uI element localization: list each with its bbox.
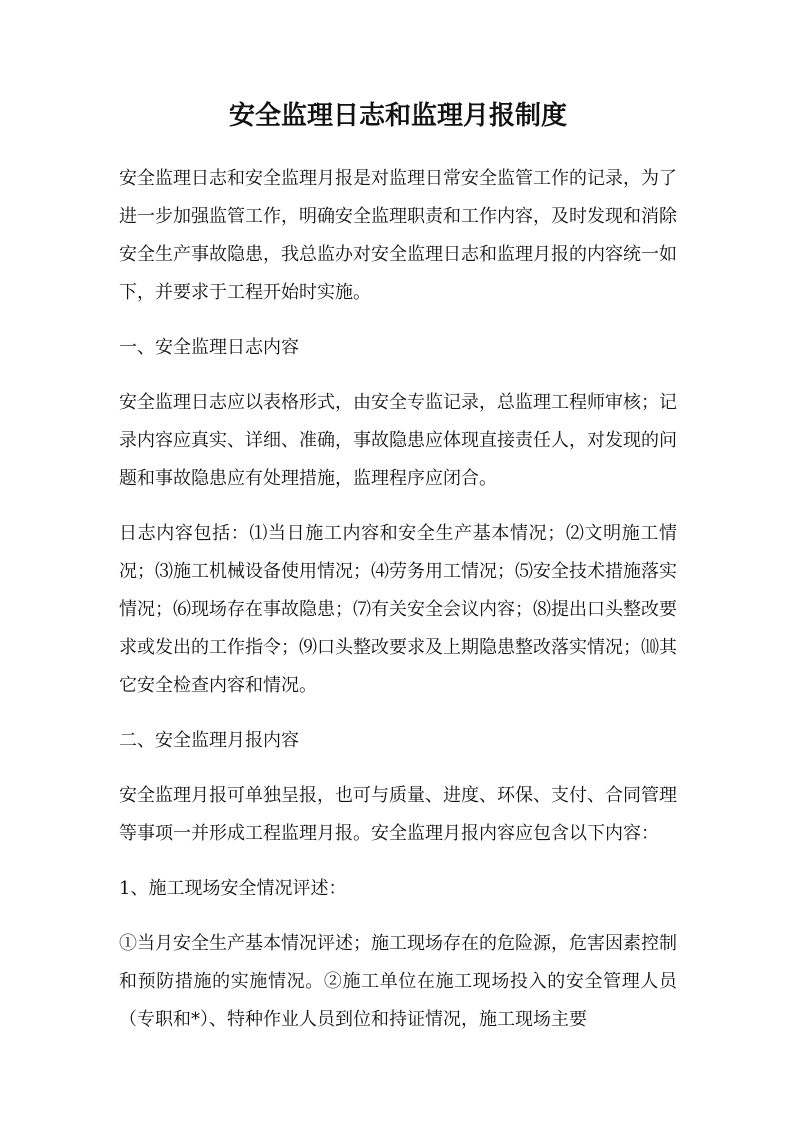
document-title: 安全监理日志和监理月报制度 [228, 101, 567, 131]
daily-log-contents-paragraph: 日志内容包括：⑴当日施工内容和安全生产基本情况；⑵文明施工情况；⑶施工机械设备使用情况；⑷劳务用工情况；⑸安全技术措施落实情况；⑹现场存在事故隐患；⑺有关安全会议内容；⑻提出口头整改要求或发出的工作指令；⑼口头整改要求及上期隐患整改落实情况；⑽其它安全检查内容和情况。 [119, 523, 677, 696]
section-heading-daily-log: 一、安全监理日志内容 [119, 337, 299, 358]
daily-log-requirements-paragraph: 安全监理日志应以表格形式，由安全专监记录，总监理工程师审核；记录内容应真实、详细、准确，事故隐患应体现直接责任人，对发现的问题和事故隐患应有处理措施，监理程序应闭合。 [119, 392, 677, 489]
section-heading-monthly-report: 二、安全监理月报内容 [119, 730, 299, 751]
monthly-report-paragraph: 安全监理月报可单独呈报，也可与质量、进度、环保、支付、合同管理等事项一并形成工程监理月报。安全监理月报内容应包含以下内容： [119, 785, 677, 844]
intro-paragraph: 安全监理日志和安全监理月报是对监理日常安全监管工作的记录，为了进一步加强监管工作，明确安全监理职责和工作内容，及时发现和消除安全生产事故隐患，我总监办对安全监理日志和监理月报的内容统一如下，并要求于工程开始时实施。 [119, 168, 677, 303]
subsection-heading-site-safety: 1、施工现场安全情况评述： [119, 878, 347, 899]
site-safety-paragraph: ①当月安全生产基本情况评述；施工现场存在的危险源，危害因素控制和预防措施的实施情况。②施工单位在施工现场投入的安全管理人员（专职和*）、特种作业人员到位和持证情况，施工现场主要 [119, 933, 677, 1030]
